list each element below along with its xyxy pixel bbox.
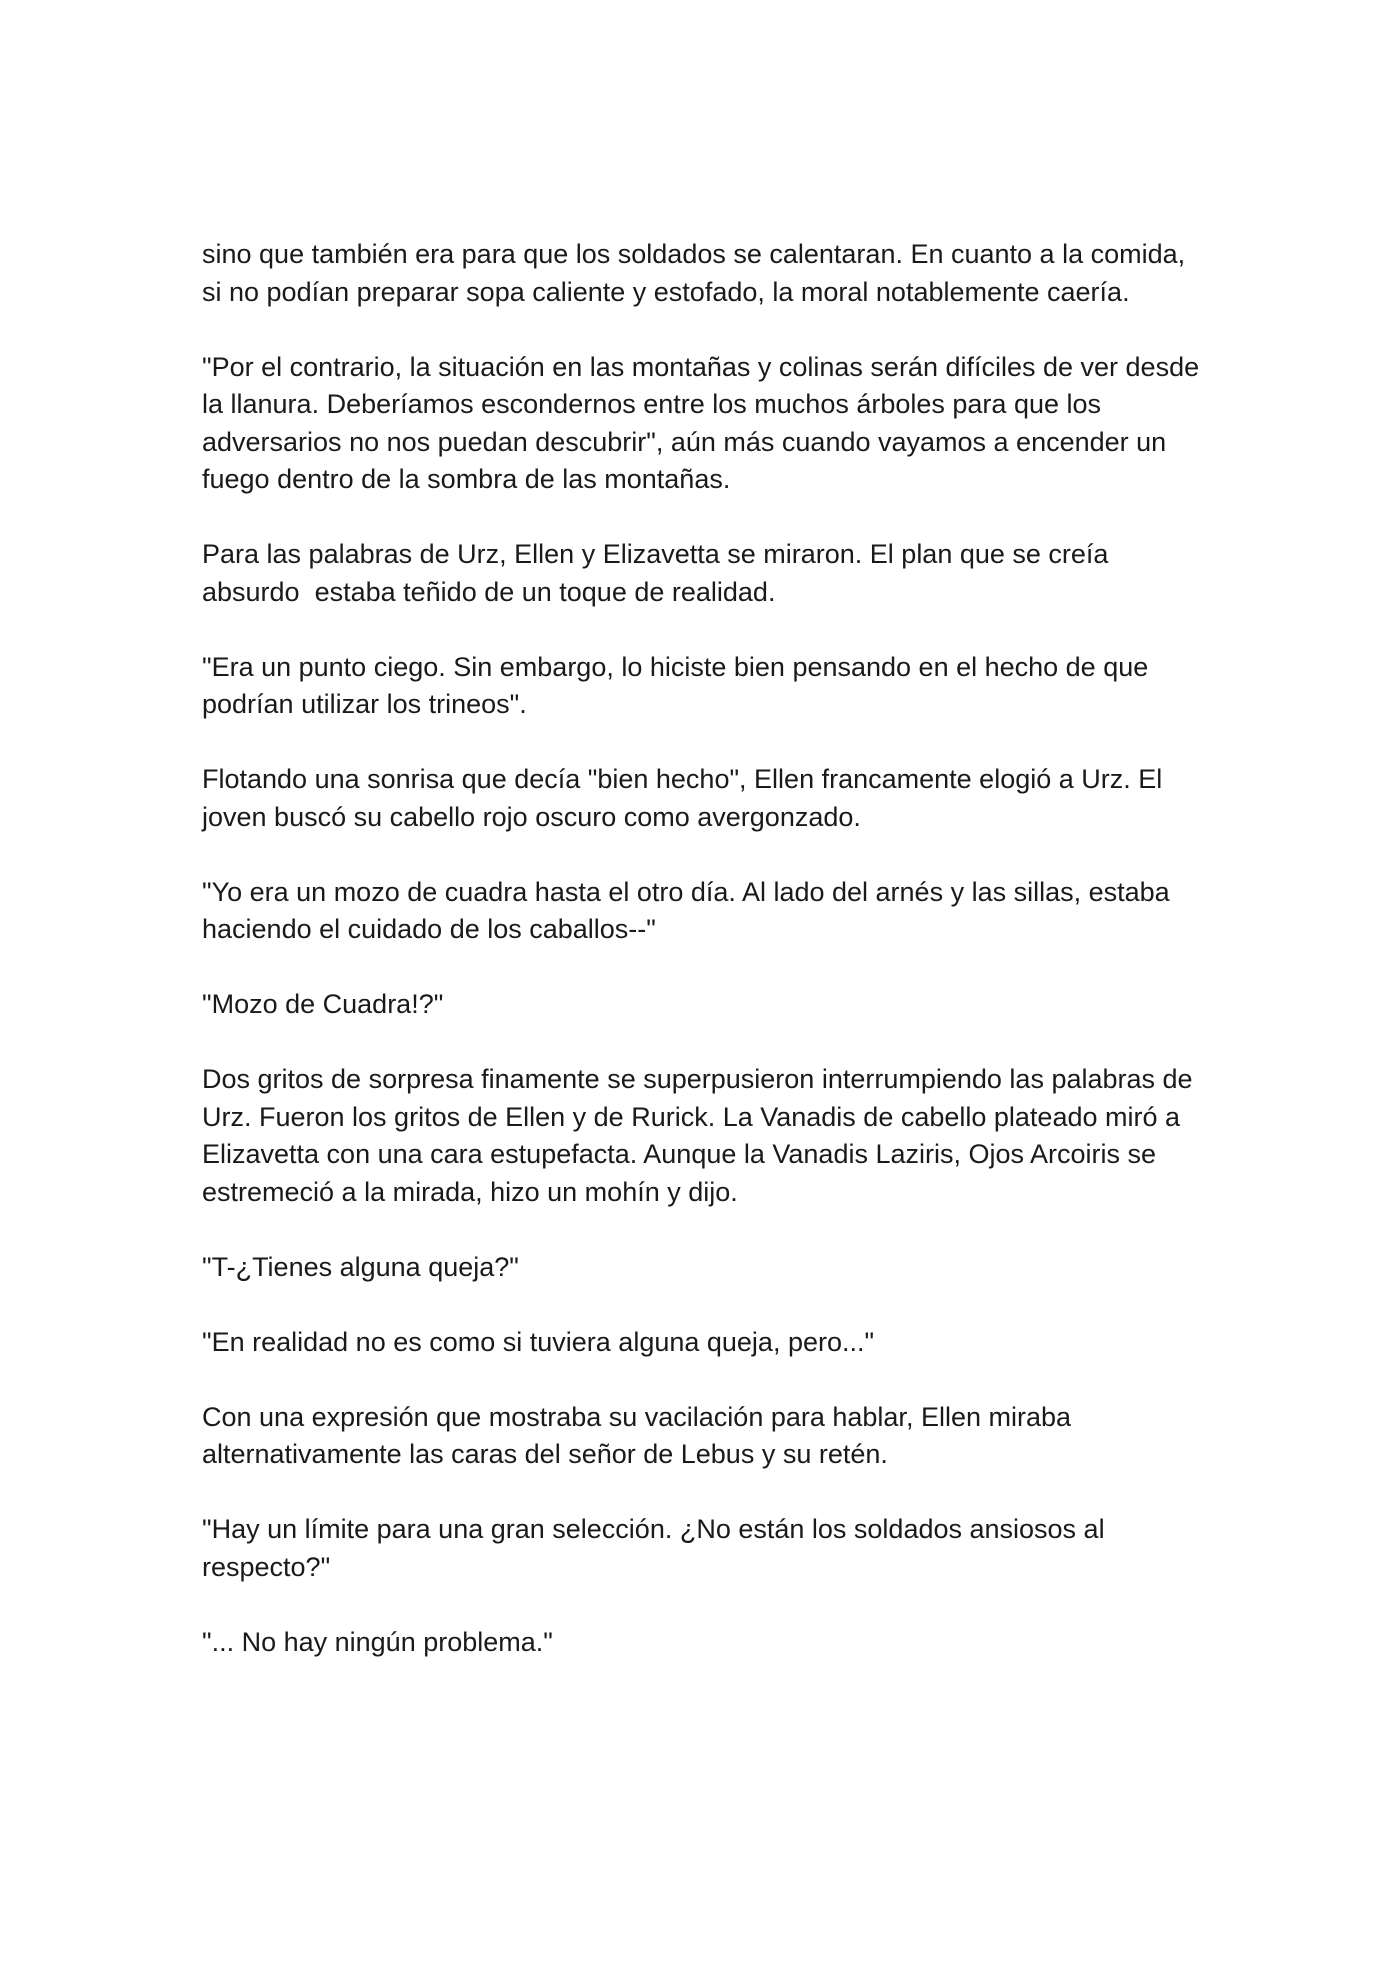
paragraph-6: "Yo era un mozo de cuadra hasta el otro día. Al lado del arnés y las sillas, estaba haciendo el cuidado de los caballos--" [202,876,1178,944]
paragraph-13: "... No hay ningún problema." [202,1626,553,1657]
paragraph-2: "Por el contrario, la situación en las montañas y colinas serán difíciles de ver desde la llanura. Deberíamos escondernos entre los muchos árboles para que los adversarios no nos puedan descubrir", aún más cuando vayamos a encender un fuego dentro de la sombra de las montañas. [202,351,1207,494]
paragraph-10: "En realidad no es como si tuviera alguna queja, pero..." [202,1326,875,1357]
paragraph-11: Con una expresión que mostraba su vacilación para hablar, Ellen miraba alternativamente las caras del señor de Lebus y su retén. [202,1401,1079,1469]
paragraph-1: sino que también era para que los soldados se calentaran. En cuanto a la comida, si no podían preparar sopa caliente y estofado, la moral notablemente caería. [202,239,1193,307]
paragraph-4: "Era un punto ciego. Sin embargo, lo hiciste bien pensando en el hecho de que podrían utilizar los trineos". [202,651,1156,719]
paragraph-9: "T-¿Tienes alguna queja?" [202,1251,519,1282]
paragraph-12: "Hay un límite para una gran selección. ¿No están los soldados ansiosos al respecto?" [202,1514,1113,1582]
paragraph-7: "Mozo de Cuadra!?" [202,989,444,1019]
document-body [202,236,1212,1699]
paragraph-8: Dos gritos de sorpresa finamente se superpusieron interrumpiendo las palabras de Urz. Fueron los gritos de Ellen y de Rurick. La Vanadis de cabello plateado miró a Elizavetta con una cara estupefacta. Aunque la Vanadis Laziris, Ojos Arcoiris se estremeció a la mirada, hizo un mohín y dijo. [202,1064,1201,1207]
paragraph-5: Flotando una sonrisa que decía "bien hecho", Ellen francamente elogió a Urz. El joven buscó su cabello rojo oscuro como avergonzado. [202,764,1170,832]
paragraph-3: Para las palabras de Urz, Ellen y Elizavetta se miraron. El plan que se creía absurdo estaba teñido de un toque de realidad. [202,539,1116,607]
